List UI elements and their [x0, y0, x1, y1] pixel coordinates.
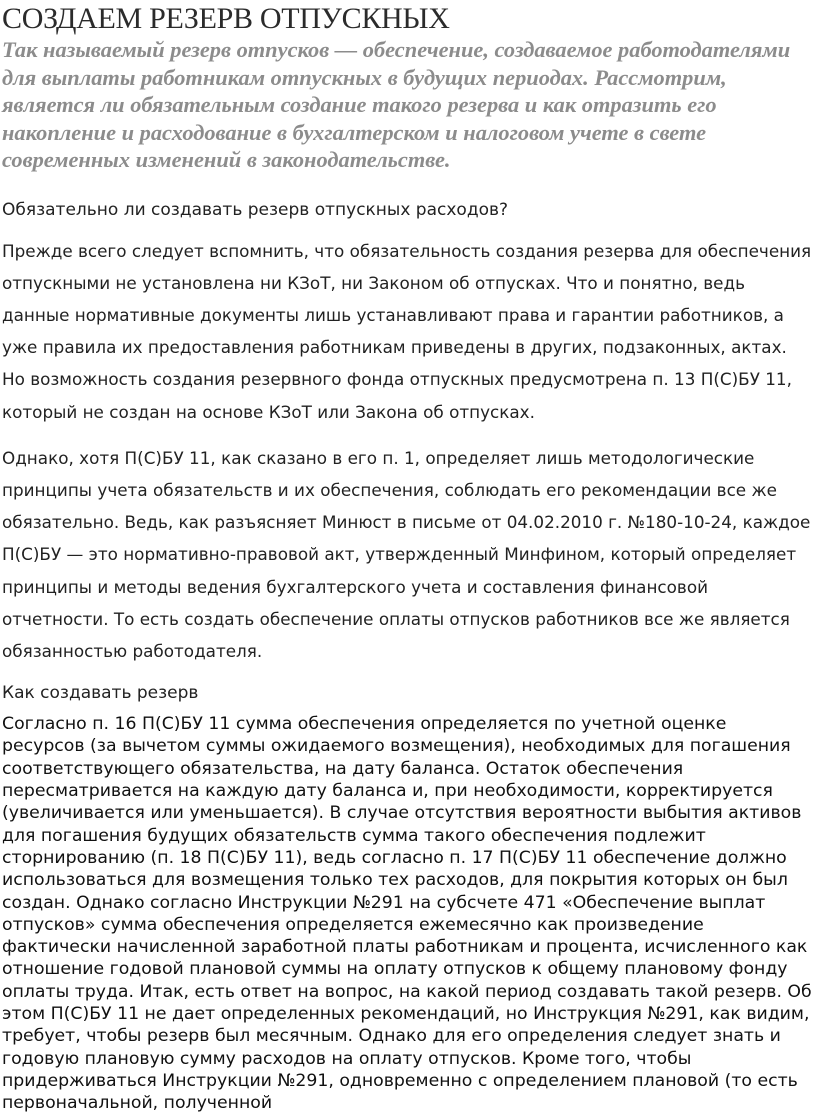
paragraph-psbu-11: Однако, хотя П(С)БУ 11, как сказано в его п. 1, определяет лишь методологические принципы учета обязательств и их обеспечения, соблюдать его рекомендации все же обязательно. Ведь, как разъясняет Минюст в письме от 04.02.2010 г. №180-10-24, каждое П(С)БУ — это нормативно-правовой акт, утвержденный Минфином, который определяет принципы и методы ведения бухгалтерского учета и составления финансовой отчетности. То есть создать обеспечение оплаты отпусков работников все же является обязанностью работодателя.: [2, 447, 811, 661]
question-heading: Обязательно ли создавать резерв отпускных расходов?: [2, 199, 509, 220]
paragraph-reserve-calculation: Согласно п. 16 П(С)БУ 11 сумма обеспечения определяется по учетной оценке ресурсов (за вычетом суммы ожидаемого возмещения), необходимых для погашения соответствующего обязательства, на дату баланса. Остаток обеспечения пересматривается на каждую дату баланса и, при необходимости, корректируется (увеличивается или уменьшается). В случае отсутствия вероятности выбытия активов для погашения будущих обязательств сумма такого обеспечения подлежит сторнированию (п. 18 П(С)БУ 11), ведь согласно п. 17 П(С)БУ 11 обеспечение должно использоваться для возмещения только тех расходов, для покрытия которых он был создан. Однако согласно Инструкции №291 на субсчете 471 «Обеспечение выплат отпусков» сумма обеспечения определяется ежемесячно как произведение фактически начисленной заработной платы работникам и процента, исчисленного как отношение годовой плановой суммы на оплату отпусков к общему плановому фонду оплаты труда. Итак, есть ответ на вопрос, на какой период создавать такой резерв. Об этом П(С)БУ 11 не дает определенных рекомендаций, но Инструкция №291, как видим, требует, чтобы резерв был месячным. Однако для его определения следует знать и годовую плановую сумму расходов на оплату отпусков. Кроме того, чтобы придерживаться Инструкции №291, одновременно с определением плановой (то есть первоначальной, полученной: [2, 714, 812, 1114]
article-title: СОЗДАЕМ РЕЗЕРВ ОТПУСКНЫХ: [2, 2, 450, 35]
paragraph-obligation: Прежде всего следует вспомнить, что обязательность создания резерва для обеспечения отпускными не установлена ни КЗоТ, ни Законом об отпусках. Что и понятно, ведь данные нормативные документы лишь устанавливают права и гарантии работников, а уже правила их предоставления работникам приведены в других, подзаконных, актах. Но возможность создания резервного фонда отпускных предусмотрена п. 13 П(С)БУ 11, который не создан на основе КЗоТ или Закона об отпусках.: [2, 240, 812, 422]
article-lead: Так называемый резерв отпусков — обеспечение, создаваемое работодателями для выплаты работникам отпускных в будущих периодах. Рассмотрим, является ли обязательным создание такого резерва и как отразить его накопление и расходование в бухгалтерском и налоговом учете в свете современных изменений в законодательстве.: [2, 37, 791, 172]
section-heading-how-to-create: Как создавать резерв: [2, 683, 199, 704]
